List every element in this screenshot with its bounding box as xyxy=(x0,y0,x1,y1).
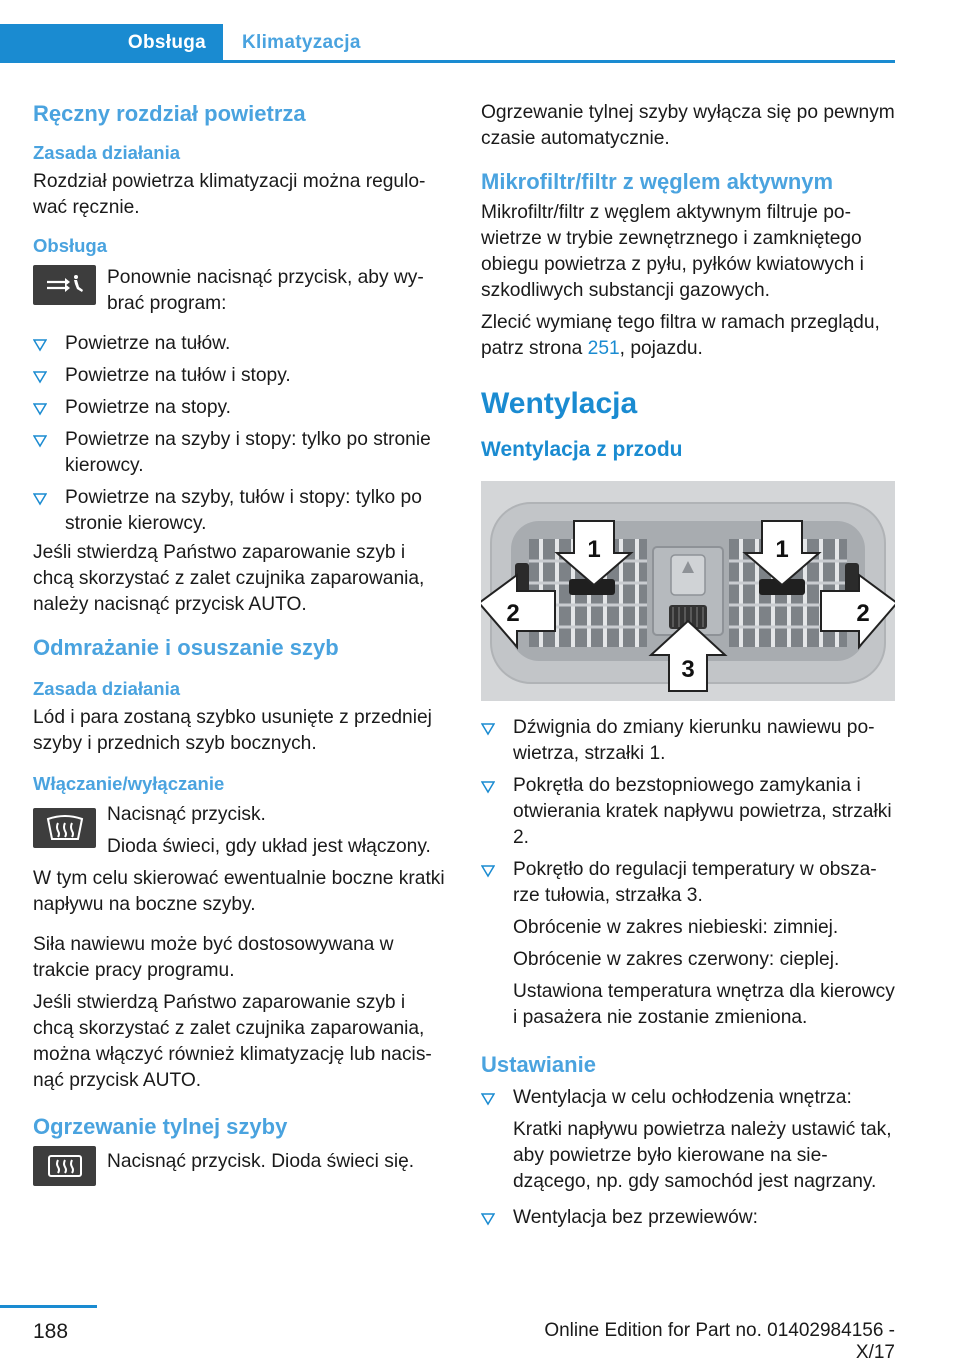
figure-label-2: 2 xyxy=(856,600,870,627)
heading-reczny-rozdzial: Ręczny rozdział powietrza xyxy=(33,101,306,126)
list-item: Powietrze na stopy. xyxy=(33,395,447,421)
left-column xyxy=(33,100,447,1186)
list-item: Powietrze na tułów i stopy. xyxy=(33,363,447,389)
header-tabs xyxy=(0,24,361,61)
air-distribution-button-icon xyxy=(33,265,96,305)
text-boczne: W tym celu skierować ewentualnie boczne kratki napływu na boczne szyby. xyxy=(33,868,445,915)
heading-wlaczanie: Włączanie/wyłączanie xyxy=(33,773,225,794)
program-list xyxy=(33,331,447,537)
defrost-text xyxy=(107,802,431,860)
vent-items-list xyxy=(481,715,895,909)
list-item: Wentylacja bez przewiewów: xyxy=(481,1205,895,1231)
rear-defrost-row xyxy=(33,1146,447,1186)
text-niebieski: Obrócenie w zakres niebieski: zimniej. xyxy=(513,917,839,938)
triangle-bullet-icon xyxy=(481,1205,495,1231)
figure-label-3: 3 xyxy=(681,656,695,683)
heading-odmrazanie: Odmrażanie i osuszanie szyb xyxy=(33,635,339,660)
heading-zasada-dzialania: Zasada działania xyxy=(33,142,181,163)
heading-ustawianie: Ustawianie xyxy=(481,1052,596,1077)
footer-rule xyxy=(0,1305,97,1308)
rear-defrost-button-icon xyxy=(33,1146,96,1186)
text-obsluga: Ponownie nacisnąć przycisk, aby wybrać program: xyxy=(107,267,424,314)
list-item: Dźwignia do zmiany kierunku nawiewu powietrza, strzałki 1. xyxy=(481,715,895,767)
air-distribution-row xyxy=(33,265,447,317)
page-link-251[interactable]: 251 xyxy=(587,338,620,359)
figure-label-2: 2 xyxy=(506,600,520,627)
text-mikrofiltr: Mikrofiltr/filtr z węglem aktywnym filtruje powietrze w trybie zewnętrznego i zamkniętego obiegu powietrza z pyłu, pyłków kwiatowych i szkodliwych substancji gazowych. xyxy=(481,202,864,301)
triangle-bullet-icon xyxy=(481,715,495,741)
triangle-bullet-icon xyxy=(481,857,495,883)
text-sila: Siła nawiewu może być dostosowywana w trakcie pracy programu. xyxy=(33,934,394,981)
front-defrost-button-icon xyxy=(33,808,96,848)
text-auto: Jeśli stwierdzą Państwo zaparowanie szyb i chcą skorzystać z zalet czujnika zaparowania, należy nacisnąć przycisk AUTO. xyxy=(33,542,425,615)
edition-text: Online Edition for Part no. 01402984156 - X/17 xyxy=(544,1320,895,1363)
text-tylna-wylacza: Ogrzewanie tylnej szyby wyłącza się po pewnym czasie automatycznie. xyxy=(481,102,895,149)
figure-label-1: 1 xyxy=(587,536,601,563)
text-tylnej: Nacisnąć przycisk. Dioda świeci się. xyxy=(107,1151,415,1172)
text-kratki: Kratki napływu powietrza należy ustawić tak, aby powietrze było kierowane na siedzącego, np. gdy samochód jest nagrzany. xyxy=(513,1119,892,1192)
page-number: 188 xyxy=(33,1320,69,1343)
list-item: Powietrze na szyby i stopy: tylko po stronie kierowcy. xyxy=(33,427,447,479)
heading-wentylacja-z-przodu: Wentylacja z przodu xyxy=(481,438,683,461)
text-zlecic: Zlecić wymianę tego filtra w ramach przeglądu, patrz strona 251, pojazdu. xyxy=(481,312,880,359)
list-item: Powietrze na szyby, tułów i stopy: tylko po stronie kierowcy. xyxy=(33,485,447,537)
ustawianie-list xyxy=(481,1085,895,1111)
figure-label-1: 1 xyxy=(775,536,789,563)
list-item: Pokrętła do bezstopniowego zamykania i otwierania kratek napływu powietrza, strzałki 2. xyxy=(481,773,895,851)
defrost-row xyxy=(33,802,447,860)
heading-mikrofiltr: Mikrofiltr/filtr z węglem aktywnym xyxy=(481,169,834,194)
text-zasada: Rozdział powietrza klimatyzacji można regulować ręcznie. xyxy=(33,171,426,218)
heading-wentylacja: Wentylacja xyxy=(481,387,638,420)
triangle-bullet-icon xyxy=(33,485,47,511)
text-zasada-2: Lód i para zostaną szybko usunięte z przedniej szyby i przednich szyb bocznych. xyxy=(33,707,432,754)
triangle-bullet-icon xyxy=(481,1085,495,1111)
text-nacisnac: Nacisnąć przycisk. xyxy=(107,804,266,825)
right-column xyxy=(481,100,895,1231)
list-item: Wentylacja w celu ochłodzenia wnętrza: xyxy=(481,1085,895,1111)
list-item: Pokrętło do regulacji temperatury w obszarze tułowia, strzałka 3. xyxy=(481,857,895,909)
tab-klimatyzacja[interactable]: Klimatyzacja xyxy=(242,32,361,53)
heading-obsluga: Obsługa xyxy=(33,235,108,256)
front-vents-figure xyxy=(481,481,895,701)
triangle-bullet-icon xyxy=(33,427,47,453)
ustawianie-list-2 xyxy=(481,1205,895,1231)
header-rule xyxy=(0,60,895,63)
text-ustawiona: Ustawiona temperatura wnętrza dla kierowcy i pasażera nie zostanie zmieniona. xyxy=(513,981,895,1028)
heading-zasada-dzialania-2: Zasada działania xyxy=(33,678,181,699)
text-czerwony: Obrócenie w zakres czerwony: cieplej. xyxy=(513,949,840,970)
triangle-bullet-icon xyxy=(33,395,47,421)
tab-obsluga[interactable]: Obsługa xyxy=(0,24,223,61)
text-dioda: Dioda świeci, gdy układ jest włączony. xyxy=(107,836,431,857)
text-auto-2: Jeśli stwierdzą Państwo zaparowanie szyb i chcą skorzystać z zalet czujnika zaparowania, można włączyć również klimatyzację lub nacisnąć przycisk AUTO. xyxy=(33,992,432,1091)
triangle-bullet-icon xyxy=(481,773,495,799)
triangle-bullet-icon xyxy=(33,331,47,357)
list-item: Powietrze na tułów. xyxy=(33,331,447,357)
triangle-bullet-icon xyxy=(33,363,47,389)
heading-ogrzewanie-tylnej: Ogrzewanie tylnej szyby xyxy=(33,1114,288,1139)
